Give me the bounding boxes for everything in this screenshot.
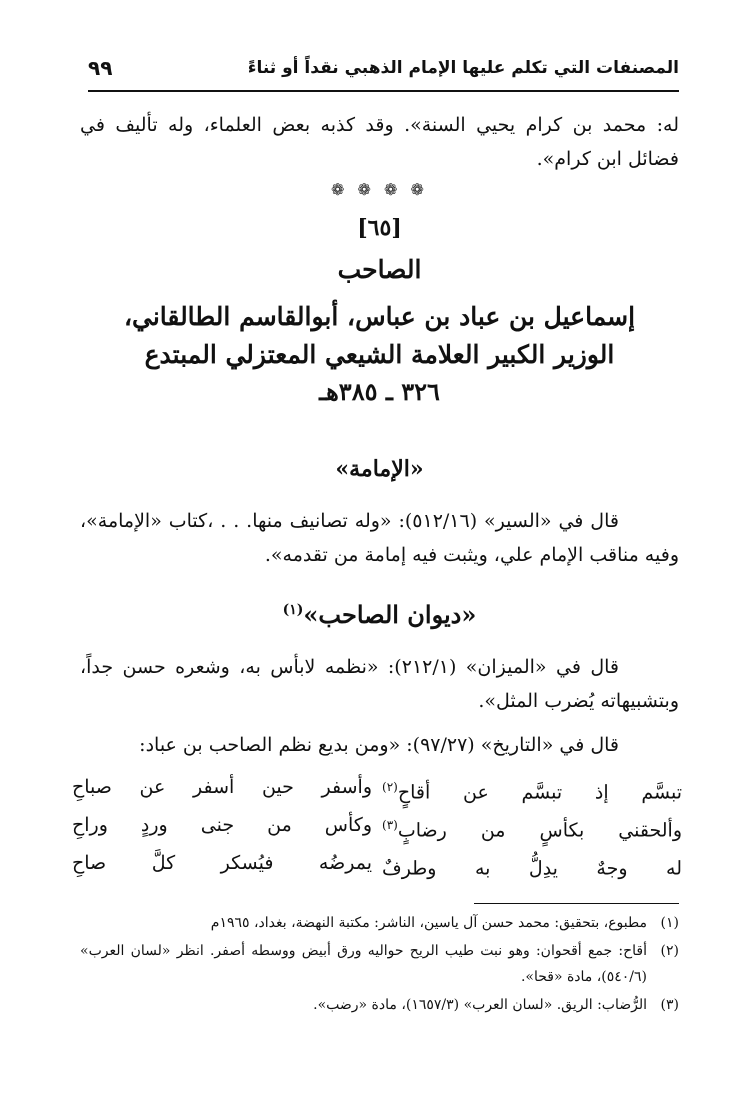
- footnote-text: مطبوع، بتحقيق: محمد حسن آل ياسين، الناشر: مكتبة النهضة، بغداد، ١٩٦٥م: [210, 915, 647, 931]
- running-title: المصنفات التي تكلم عليها الإمام الذهبي نقداً أو ثناءً: [247, 58, 679, 78]
- section-heading-imama: «الإمامة»: [335, 456, 424, 482]
- poem: [72, 768, 682, 882]
- entry-description: الوزير الكبير العلامة الشيعي المعتزلي المبتدع: [144, 340, 615, 369]
- separator-ornament: ❁ ❁ ❁ ❁: [331, 180, 428, 199]
- section-heading-diwan: [80, 600, 679, 629]
- entry-name: إسماعيل بن عباد بن عباس، أبوالقاسم الطالقاني،: [123, 302, 636, 331]
- header-rule: [88, 90, 679, 92]
- verse-first-hemistich: وألحقني بكأسٍ من رضابٍ$^{(٣)}$: [382, 818, 682, 842]
- section-paragraph-mizan: قال في «الميزان» (٢١٢/١): «نظمه لابأس به، وشعره حسن جداً، وبتشبيهاته يُضرب المثل».: [80, 656, 679, 712]
- running-header: [88, 52, 679, 84]
- entry-number: [٦٥]: [357, 215, 402, 241]
- footnote-number: (٣): [660, 997, 679, 1013]
- poem-verse: [72, 768, 682, 806]
- footnote: [80, 938, 679, 990]
- poem-verse: [72, 806, 682, 844]
- intro-paragraph: له: محمد بن كرام يحيي السنة». وقد كذبه بعض العلماء، وله تأليف في فضائل ابن كرام».: [80, 114, 679, 170]
- verse-first-hemistich: له وجهٌ يدِلُّ به وطرفٌ: [382, 857, 682, 880]
- footnote-number: (١): [660, 915, 679, 931]
- footnote-number: (٢): [660, 943, 679, 959]
- footnote-text: أقاح: جمع أقحوان: وهو نبت طيب الريح حواليه ورق أبيض ووسطه أصفر. انظر «لسان العرب» (٥٤٠/٦)، مادة «قحا».: [80, 943, 647, 985]
- footnote-text: الرُّضاب: الريق. «لسان العرب» (١٦٥٧/٣)، مادة «رضب».: [313, 997, 647, 1013]
- footnote: [80, 910, 679, 936]
- entry-title: الصاحب: [337, 255, 422, 284]
- footnote: [80, 992, 679, 1018]
- verse-second-hemistich: وكأس من جنى وردٍ وراحِ: [72, 814, 372, 836]
- entry-dates: ٣٢٦ ـ ٣٨٥هـ: [319, 377, 440, 406]
- verse-second-hemistich: وأسفر حين أسفر عن صباحِ: [72, 776, 372, 798]
- footnote-rule: [474, 903, 679, 904]
- verse-first-hemistich: تبسَّم إذ تبسَّم عن أقاحٍ$^{(٢)}$: [382, 780, 682, 804]
- footnote-ref: (١): [282, 602, 304, 618]
- poem-verse: [72, 844, 682, 882]
- section-paragraph-imama: قال في «السير» (٥١٢/١٦): «وله تصانيف منها. . . ،كتاب «الإمامة»، وفيه مناقب الإمام علي، ويثبت فيه إمامة من تقدمه».: [80, 510, 679, 566]
- page-number: ٩٩: [88, 56, 113, 80]
- section-heading-diwan-text: «ديوان الصاحب»: [303, 600, 477, 629]
- footnotes: [80, 910, 679, 1020]
- section-paragraph-tarikh: قال في «التاريخ» (٩٧/٢٧): «ومن بديع نظم الصاحب بن عباد:: [139, 734, 619, 756]
- verse-second-hemistich: يمرضُه فيُسكر كلَّ صاحِ: [72, 852, 372, 874]
